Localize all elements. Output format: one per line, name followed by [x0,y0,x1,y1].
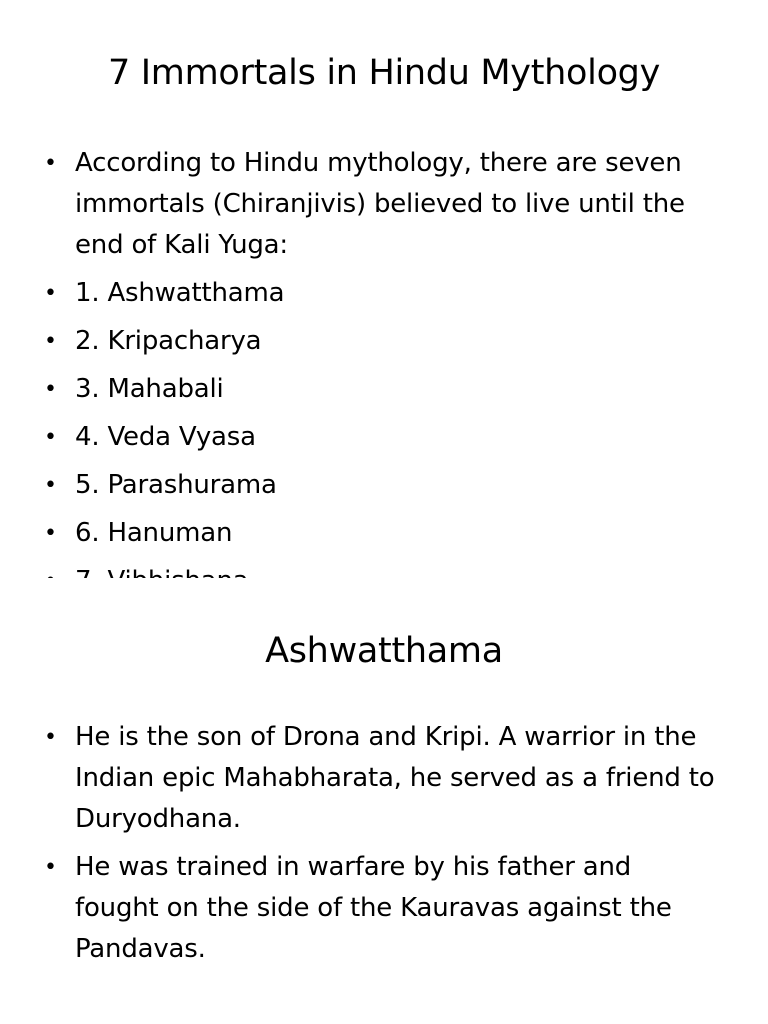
bullet-text: He was trained in warfare by his father and fought on the side of the Kauravas against the Pandavas. [75,852,672,964]
slide-title: 7 Immortals in Hindu Mythology [107,53,661,93]
bullet-item [0,273,768,314]
bullet-item [0,717,768,840]
bullet-item [0,847,768,970]
bullet-text: He is the son of Drona and Kripi. A warrior in the Indian epic Mahabharata, he served as a friend to Duryodhana. [75,722,715,834]
bullet-item [0,143,768,266]
bullet-item [0,465,768,506]
bullet-text: According to Hindu mythology, there are seven immortals (Chiranjivis) believed to live until the end of Kali Yuga: [75,148,685,260]
bullet-icon: • [44,855,57,880]
bullet-item [0,369,768,410]
bullet-icon: • [44,521,57,546]
bullet-list [0,143,768,609]
bullet-text: 2. Kripacharya [75,326,262,356]
bullet-icon: • [44,473,57,498]
bullet-text: 1. Ashwatthama [75,278,285,308]
slide-ashwatthama [0,578,768,1024]
bullet-icon: • [44,425,57,450]
bullet-text: 6. Hanuman [75,518,233,548]
bullet-item [0,417,768,458]
bullet-icon: • [44,281,57,306]
bullet-item [0,321,768,362]
bullet-item [0,513,768,554]
slide-title: Ashwatthama [265,631,503,671]
bullet-icon: • [44,151,57,176]
bullet-text: 3. Mahabali [75,374,224,404]
bullet-text: 4. Veda Vyasa [75,422,256,452]
bullet-list [0,717,768,977]
bullet-icon: • [44,725,57,750]
bullet-icon: • [44,377,57,402]
bullet-icon: • [44,329,57,354]
bullet-text: 5. Parashurama [75,470,277,500]
